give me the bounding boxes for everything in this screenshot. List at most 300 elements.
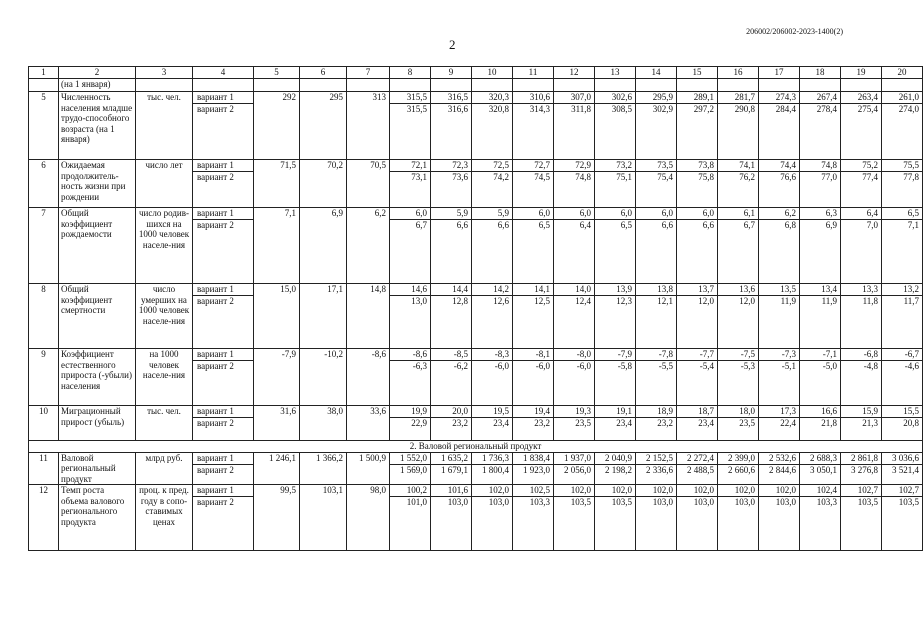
unit: млрд руб. xyxy=(136,452,193,485)
forecast-cell xyxy=(472,349,513,406)
variant-1-value: 13,8 xyxy=(636,284,676,296)
variant-2-value: 23,5 xyxy=(739,418,755,428)
variant-1-value: 102,0 xyxy=(472,485,512,497)
variant-2-value: 320,8 xyxy=(488,104,509,114)
variant-2-value: 74,5 xyxy=(534,172,550,182)
variant-1-value: 74,8 xyxy=(800,160,840,172)
variant-1-value: 2 688,3 xyxy=(800,453,840,465)
variant-1-value: 6,4 xyxy=(841,208,881,220)
base-year-value: 6,9 xyxy=(300,208,347,284)
column-number: 5 xyxy=(254,67,300,79)
variant-1-value: 102,0 xyxy=(636,485,676,497)
variant-2-value: 12,0 xyxy=(739,296,755,306)
forecast-cell xyxy=(390,452,431,485)
table-row xyxy=(29,160,923,208)
indicator-name: (на 1 января) xyxy=(59,79,136,92)
forecast-cell xyxy=(677,406,718,441)
forecast-cell xyxy=(841,452,882,485)
forecast-cell xyxy=(759,349,800,406)
variant-2-value: 103,3 xyxy=(816,497,837,507)
variant-1-value: 72,7 xyxy=(513,160,553,172)
variant-2-value: 12,5 xyxy=(534,296,550,306)
variant-2-value: 284,4 xyxy=(775,104,796,114)
variant-2-value: 1 679,1 xyxy=(441,464,468,475)
variant-1-value: 13,2 xyxy=(882,284,922,296)
forecast-cell xyxy=(595,208,636,284)
unit: число лет xyxy=(136,160,193,208)
variant-1-value: 261,0 xyxy=(882,92,922,104)
variant-1-value: 102,0 xyxy=(677,485,717,497)
forecast-cell xyxy=(882,208,923,284)
variant-1-value: -8,0 xyxy=(554,349,594,361)
forecast-cell xyxy=(677,452,718,485)
forecast-cell xyxy=(431,406,472,441)
forecast-cell xyxy=(595,92,636,160)
column-number: 1 xyxy=(29,67,59,79)
variant-1-label: вариант 1 xyxy=(193,349,253,361)
variant-2-value: 103,0 xyxy=(734,497,755,507)
forecast-cell xyxy=(841,406,882,441)
forecast-cell xyxy=(431,452,472,485)
variant-1-value: -7,1 xyxy=(800,349,840,361)
column-number: 8 xyxy=(390,67,431,79)
variant-1-value: 281,7 xyxy=(718,92,758,104)
variant-2-value: 3 276,8 xyxy=(851,464,878,475)
variant-1-value: -7,7 xyxy=(677,349,717,361)
forecast-cell xyxy=(431,92,472,160)
variant-2-value: -5,4 xyxy=(699,361,714,371)
variant-2-value: 103,5 xyxy=(857,497,878,507)
variant-2-label: вариант 2 xyxy=(197,104,234,114)
variant-2-value: 11,7 xyxy=(903,296,919,306)
variant-1-value: 102,7 xyxy=(882,485,922,497)
forecast-cell xyxy=(800,160,841,208)
unit: число умерших на 1000 человек населе-ния xyxy=(136,284,193,349)
forecast-cell xyxy=(431,284,472,349)
column-number: 10 xyxy=(472,67,513,79)
forecast-cell xyxy=(718,160,759,208)
base-year-value: 1 366,2 xyxy=(300,452,347,485)
variant-2-value: 13,0 xyxy=(411,296,427,306)
forecast-cell xyxy=(800,485,841,551)
variant-1-label: вариант 1 xyxy=(193,208,253,220)
variant-2-value: -6,2 xyxy=(453,361,468,371)
variant-2-value: -6,3 xyxy=(412,361,427,371)
variant-2-value: 23,5 xyxy=(575,418,591,428)
variant-1-value: -7,3 xyxy=(759,349,799,361)
variant-2-value: 103,0 xyxy=(447,497,468,507)
variant-1-value: 17,3 xyxy=(759,406,799,418)
variant-1-value: 6,1 xyxy=(718,208,758,220)
forecast-cell xyxy=(677,208,718,284)
variant-2-value: 103,5 xyxy=(898,497,919,507)
indicators-table xyxy=(28,66,923,551)
variant-1-value: 315,5 xyxy=(390,92,430,104)
variant-1-label: вариант 1 xyxy=(193,453,253,465)
forecast-cell xyxy=(800,92,841,160)
variant-2-label: вариант 2 xyxy=(197,220,234,230)
forecast-cell xyxy=(882,485,923,551)
variant-2-value: 3 521,4 xyxy=(892,464,919,475)
variant-2-value: 6,6 xyxy=(661,220,673,230)
variant-2-value: 103,5 xyxy=(611,497,632,507)
variant-2-value: 1 923,0 xyxy=(523,464,550,475)
forecast-cell xyxy=(390,485,431,551)
variant-2-value: 103,3 xyxy=(529,497,550,507)
variant-1-value: -7,5 xyxy=(718,349,758,361)
variant-1-value: 310,6 xyxy=(513,92,553,104)
forecast-cell xyxy=(554,284,595,349)
forecast-cell xyxy=(554,349,595,406)
forecast-cell xyxy=(882,160,923,208)
variant-2-label: вариант 2 xyxy=(197,497,234,507)
base-year-value: 70,2 xyxy=(300,160,347,208)
variant-1-value: 75,5 xyxy=(882,160,922,172)
forecast-cell xyxy=(390,349,431,406)
forecast-cell xyxy=(759,284,800,349)
column-number-header xyxy=(29,67,923,79)
variant-1-value: 302,6 xyxy=(595,92,635,104)
forecast-cell xyxy=(390,284,431,349)
variant-2-value: -6,0 xyxy=(494,361,509,371)
variant-2-value: 1 569,0 xyxy=(400,464,427,475)
forecast-cell xyxy=(595,406,636,441)
base-year-value: 71,5 xyxy=(254,160,300,208)
forecast-cell xyxy=(554,160,595,208)
variant-1-value: 5,9 xyxy=(472,208,512,220)
column-number: 16 xyxy=(718,67,759,79)
variant-2-value: 12,4 xyxy=(575,296,591,306)
variant-2-value: 308,5 xyxy=(611,104,632,114)
forecast-cell xyxy=(513,452,554,485)
variant-2-value: 314,3 xyxy=(529,104,550,114)
variant-2-value: 2 488,5 xyxy=(687,464,714,475)
unit: тыс. чел. xyxy=(136,406,193,441)
forecast-cell xyxy=(841,284,882,349)
forecast-cell xyxy=(431,208,472,284)
variant-1-value: 18,7 xyxy=(677,406,717,418)
section-header-row xyxy=(29,441,923,453)
forecast-cell xyxy=(431,160,472,208)
variant-2-value: 316,6 xyxy=(447,104,468,114)
forecast-cell xyxy=(636,160,677,208)
variant-1-value: 19,9 xyxy=(390,406,430,418)
variant-2-value: -4,6 xyxy=(904,361,919,371)
forecast-cell xyxy=(718,452,759,485)
forecast-cell xyxy=(759,452,800,485)
row-number: 12 xyxy=(29,485,59,551)
variant-2-value: 77,4 xyxy=(862,172,878,182)
forecast-cell xyxy=(636,452,677,485)
variant-labels xyxy=(193,284,254,349)
variant-2-value: -5,5 xyxy=(658,361,673,371)
variant-1-value: 289,1 xyxy=(677,92,717,104)
forecast-cell xyxy=(513,284,554,349)
column-number: 13 xyxy=(595,67,636,79)
column-number: 3 xyxy=(136,67,193,79)
forecast-cell xyxy=(472,92,513,160)
forecast-cell xyxy=(841,349,882,406)
base-year-value: 1 500,9 xyxy=(347,452,390,485)
variant-1-label: вариант 1 xyxy=(193,406,253,418)
forecast-cell xyxy=(513,160,554,208)
variant-1-value: 2 532,6 xyxy=(759,453,799,465)
variant-1-value: 14,0 xyxy=(554,284,594,296)
variant-1-value: 74,4 xyxy=(759,160,799,172)
variant-2-value: 6,6 xyxy=(456,220,468,230)
variant-1-value: 13,4 xyxy=(800,284,840,296)
variant-1-value: 2 040,9 xyxy=(595,453,635,465)
variant-2-value: 297,2 xyxy=(693,104,714,114)
forecast-cell xyxy=(636,208,677,284)
variant-2-value: 7,1 xyxy=(907,220,919,230)
forecast-cell xyxy=(718,349,759,406)
row-number: 6 xyxy=(29,160,59,208)
variant-2-value: 2 844,6 xyxy=(769,464,796,475)
variant-1-value: 100,2 xyxy=(390,485,430,497)
variant-2-value: 23,2 xyxy=(534,418,550,428)
variant-2-value: 77,8 xyxy=(903,172,919,182)
variant-1-value: 2 152,5 xyxy=(636,453,676,465)
variant-1-value: 18,9 xyxy=(636,406,676,418)
row-number: 9 xyxy=(29,349,59,406)
forecast-cell xyxy=(595,160,636,208)
document-id: 206002/206002-2023-1400(2) xyxy=(746,27,843,36)
variant-2-value: 6,7 xyxy=(743,220,755,230)
variant-1-value: -8,6 xyxy=(390,349,430,361)
variant-1-value: 320,3 xyxy=(472,92,512,104)
row-number: 11 xyxy=(29,452,59,485)
variant-1-value: 6,0 xyxy=(390,208,430,220)
forecast-cell xyxy=(841,208,882,284)
variant-2-value: 21,8 xyxy=(821,418,837,428)
variant-2-value: 23,2 xyxy=(452,418,468,428)
column-number: 20 xyxy=(882,67,923,79)
variant-1-value: -8,1 xyxy=(513,349,553,361)
variant-2-value: 20,8 xyxy=(903,418,919,428)
variant-1-value: 73,5 xyxy=(636,160,676,172)
column-number: 11 xyxy=(513,67,554,79)
variant-1-value: 2 399,0 xyxy=(718,453,758,465)
variant-2-value: 103,0 xyxy=(652,497,673,507)
forecast-cell xyxy=(595,349,636,406)
variant-2-value: 12,1 xyxy=(657,296,673,306)
variant-2-value: 11,8 xyxy=(862,296,878,306)
base-year-value: 15,0 xyxy=(254,284,300,349)
variant-1-value: 6,0 xyxy=(636,208,676,220)
table-body xyxy=(29,67,923,551)
variant-2-value: 73,1 xyxy=(411,172,427,182)
column-number: 18 xyxy=(800,67,841,79)
forecast-cell xyxy=(800,284,841,349)
variant-1-value: 102,0 xyxy=(554,485,594,497)
variant-labels xyxy=(193,208,254,284)
base-year-value: 7,1 xyxy=(254,208,300,284)
forecast-cell xyxy=(841,160,882,208)
column-number: 19 xyxy=(841,67,882,79)
variant-1-value: 73,2 xyxy=(595,160,635,172)
variant-1-value: 15,9 xyxy=(841,406,881,418)
forecast-cell xyxy=(841,485,882,551)
base-year-value: -10,2 xyxy=(300,349,347,406)
variant-2-value: 75,8 xyxy=(698,172,714,182)
forecast-cell xyxy=(800,208,841,284)
forecast-cell xyxy=(554,485,595,551)
forecast-cell xyxy=(472,406,513,441)
base-year-value: 103,1 xyxy=(300,485,347,551)
forecast-cell xyxy=(882,284,923,349)
variant-labels xyxy=(193,406,254,441)
variant-2-value: 11,9 xyxy=(821,296,837,306)
variant-2-value: 75,4 xyxy=(657,172,673,182)
column-number: 4 xyxy=(193,67,254,79)
variant-1-value: 15,5 xyxy=(882,406,922,418)
variant-1-value: 72,5 xyxy=(472,160,512,172)
forecast-cell xyxy=(472,284,513,349)
base-year-value: 6,2 xyxy=(347,208,390,284)
page-number: 2 xyxy=(449,37,456,52)
forecast-cell xyxy=(677,485,718,551)
forecast-cell xyxy=(882,452,923,485)
base-year-value: 313 xyxy=(347,92,390,160)
variant-2-label: вариант 2 xyxy=(197,464,234,475)
variant-1-value: 19,1 xyxy=(595,406,635,418)
variant-2-value: 12,3 xyxy=(616,296,632,306)
forecast-cell xyxy=(390,92,431,160)
forecast-cell xyxy=(513,349,554,406)
forecast-cell xyxy=(431,485,472,551)
forecast-cell xyxy=(472,160,513,208)
forecast-cell xyxy=(759,160,800,208)
variant-2-value: 73,6 xyxy=(452,172,468,182)
row-number: 8 xyxy=(29,284,59,349)
indicator-name: Численность населения младше трудо-способного возраста (на 1 января) xyxy=(59,92,136,160)
base-year-value: 33,6 xyxy=(347,406,390,441)
variant-1-value: 18,0 xyxy=(718,406,758,418)
forecast-cell xyxy=(554,208,595,284)
variant-1-value: 6,0 xyxy=(595,208,635,220)
variant-2-value: 7,0 xyxy=(866,220,878,230)
variant-1-value: 13,9 xyxy=(595,284,635,296)
variant-2-value: 1 800,4 xyxy=(482,464,509,475)
variant-1-value: 73,8 xyxy=(677,160,717,172)
variant-labels xyxy=(193,485,254,551)
variant-1-value: 13,7 xyxy=(677,284,717,296)
variant-2-value: -5,1 xyxy=(781,361,796,371)
column-number: 6 xyxy=(300,67,347,79)
variant-1-value: 6,0 xyxy=(677,208,717,220)
variant-1-value: 14,2 xyxy=(472,284,512,296)
variant-1-value: 72,3 xyxy=(431,160,471,172)
variant-2-value: 6,5 xyxy=(538,220,550,230)
variant-1-value: 1 552,0 xyxy=(390,453,430,465)
forecast-cell xyxy=(513,406,554,441)
forecast-cell xyxy=(513,92,554,160)
variant-2-value: -5,0 xyxy=(822,361,837,371)
variant-1-value: 5,9 xyxy=(431,208,471,220)
unit: проц. к пред. году в сопо-ставимых ценах xyxy=(136,485,193,551)
variant-1-value: 307,0 xyxy=(554,92,594,104)
forecast-cell xyxy=(677,349,718,406)
forecast-cell xyxy=(513,208,554,284)
forecast-cell xyxy=(636,485,677,551)
variant-1-value: 19,5 xyxy=(472,406,512,418)
variant-2-value: 2 660,6 xyxy=(728,464,755,475)
variant-1-value: 316,5 xyxy=(431,92,471,104)
variant-2-value: 75,1 xyxy=(616,172,632,182)
forecast-cell xyxy=(718,485,759,551)
variant-1-value: 1 937,0 xyxy=(554,453,594,465)
variant-2-value: 6,6 xyxy=(702,220,714,230)
forecast-cell xyxy=(472,452,513,485)
forecast-cell xyxy=(677,160,718,208)
variant-1-value: 13,6 xyxy=(718,284,758,296)
forecast-cell xyxy=(472,208,513,284)
forecast-cell xyxy=(431,349,472,406)
variant-1-value: 2 861,8 xyxy=(841,453,881,465)
variant-1-value: 1 838,4 xyxy=(513,453,553,465)
forecast-cell xyxy=(390,208,431,284)
variant-1-value: 102,4 xyxy=(800,485,840,497)
forecast-cell xyxy=(554,406,595,441)
variant-2-value: 23,4 xyxy=(698,418,714,428)
variant-2-value: -6,0 xyxy=(576,361,591,371)
base-year-value: -7,9 xyxy=(254,349,300,406)
variant-1-value: 74,1 xyxy=(718,160,758,172)
unit: тыс. чел. xyxy=(136,92,193,160)
variant-1-value: 13,5 xyxy=(759,284,799,296)
column-number: 15 xyxy=(677,67,718,79)
forecast-cell xyxy=(882,406,923,441)
variant-1-label: вариант 1 xyxy=(193,284,253,296)
variant-2-value: 11,9 xyxy=(780,296,796,306)
forecast-cell xyxy=(882,92,923,160)
variant-2-value: 101,0 xyxy=(406,497,427,507)
forecast-cell xyxy=(595,452,636,485)
variant-2-value: 23,2 xyxy=(657,418,673,428)
variant-1-value: 102,7 xyxy=(841,485,881,497)
variant-1-value: 6,3 xyxy=(800,208,840,220)
variant-2-value: 6,9 xyxy=(825,220,837,230)
forecast-cell xyxy=(554,452,595,485)
variant-1-value: 14,1 xyxy=(513,284,553,296)
table-row xyxy=(29,284,923,349)
variant-2-value: 274,0 xyxy=(898,104,919,114)
table-row xyxy=(29,452,923,485)
variant-2-value: 23,4 xyxy=(493,418,509,428)
variant-2-value: 23,4 xyxy=(616,418,632,428)
variant-1-value: 263,4 xyxy=(841,92,881,104)
section-title: 2. Валовой региональный продукт xyxy=(29,441,923,453)
indicator-name: Ожидаемая продолжитель-ность жизни при рождении xyxy=(59,160,136,208)
variant-2-value: 302,9 xyxy=(652,104,673,114)
forecast-cell xyxy=(718,208,759,284)
unit: на 1000 человек населе-ния xyxy=(136,349,193,406)
variant-2-value: 12,0 xyxy=(698,296,714,306)
base-year-value: 38,0 xyxy=(300,406,347,441)
base-year-value: 292 xyxy=(254,92,300,160)
base-year-value: 70,5 xyxy=(347,160,390,208)
base-year-value: -8,6 xyxy=(347,349,390,406)
variant-2-value: 103,0 xyxy=(775,497,796,507)
variant-1-value: 6,0 xyxy=(513,208,553,220)
table-row xyxy=(29,208,923,284)
variant-2-value: -5,8 xyxy=(617,361,632,371)
forecast-cell xyxy=(882,349,923,406)
variant-2-value: 103,0 xyxy=(693,497,714,507)
variant-2-value: 74,8 xyxy=(575,172,591,182)
forecast-cell xyxy=(759,485,800,551)
